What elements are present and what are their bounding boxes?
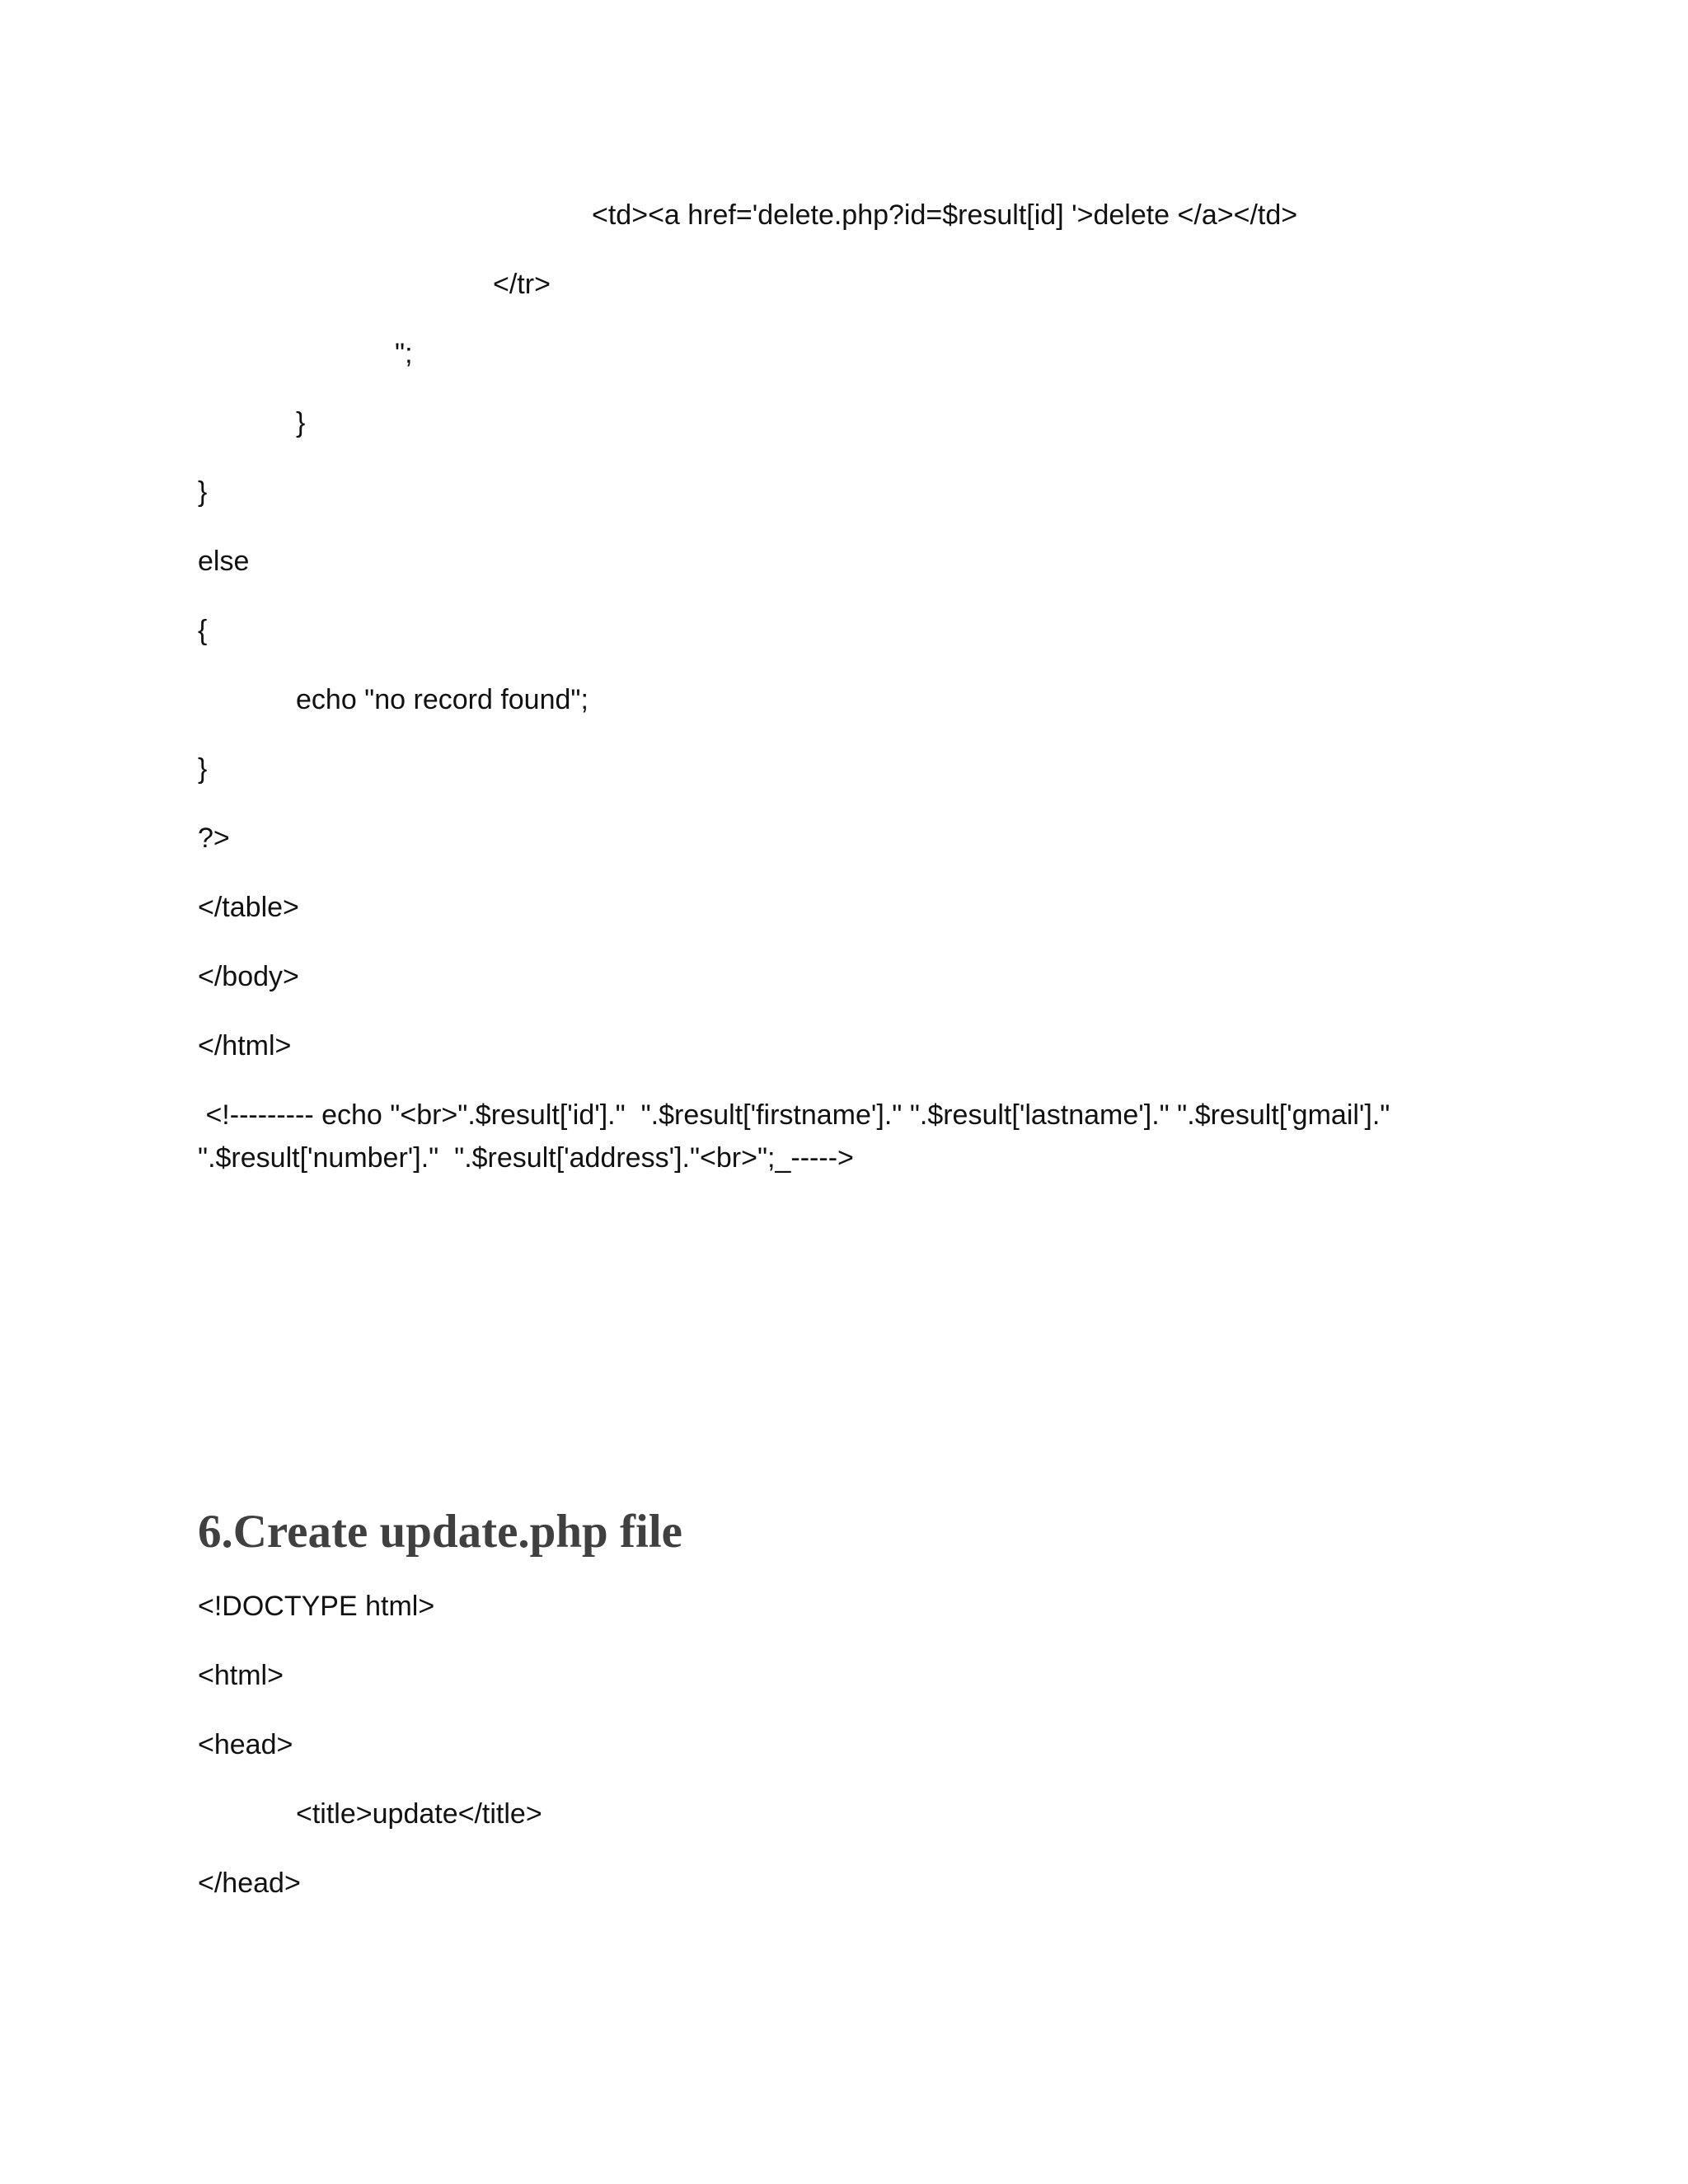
code-line: </html> [198,1030,292,1062]
code-line: <td><a href='delete.php?id=$result[id] '>delete </a></td> [592,199,1298,231]
code-line: } [198,476,208,508]
code-line: } [198,753,208,785]
code-line: </body> [198,961,299,992]
code-line: ?> [198,823,230,854]
code-line: } [296,407,306,438]
code-line: <title>update</title> [296,1798,542,1830]
code-line: </tr> [493,269,551,300]
code-line: "; [395,338,413,369]
code-line: </table> [198,892,299,923]
code-line: <html> [198,1660,284,1691]
code-line: <head> [198,1729,293,1760]
code-line: echo "no record found"; [296,684,588,715]
section-heading: 6.Create update.php file [198,1506,682,1558]
code-line: </head> [198,1868,301,1899]
code-line: <!DOCTYPE html> [198,1591,435,1622]
code-line: { [198,615,208,646]
comment-line: ".$result['number']." ".$result['address']."<br>";_-----> [198,1142,854,1174]
code-line: else [198,546,250,577]
comment-line: <!--------- echo "<br>".$result['id']." ".$result['firstname']." ".$result['lastname']." ".$result['gmail']." [198,1099,1390,1131]
